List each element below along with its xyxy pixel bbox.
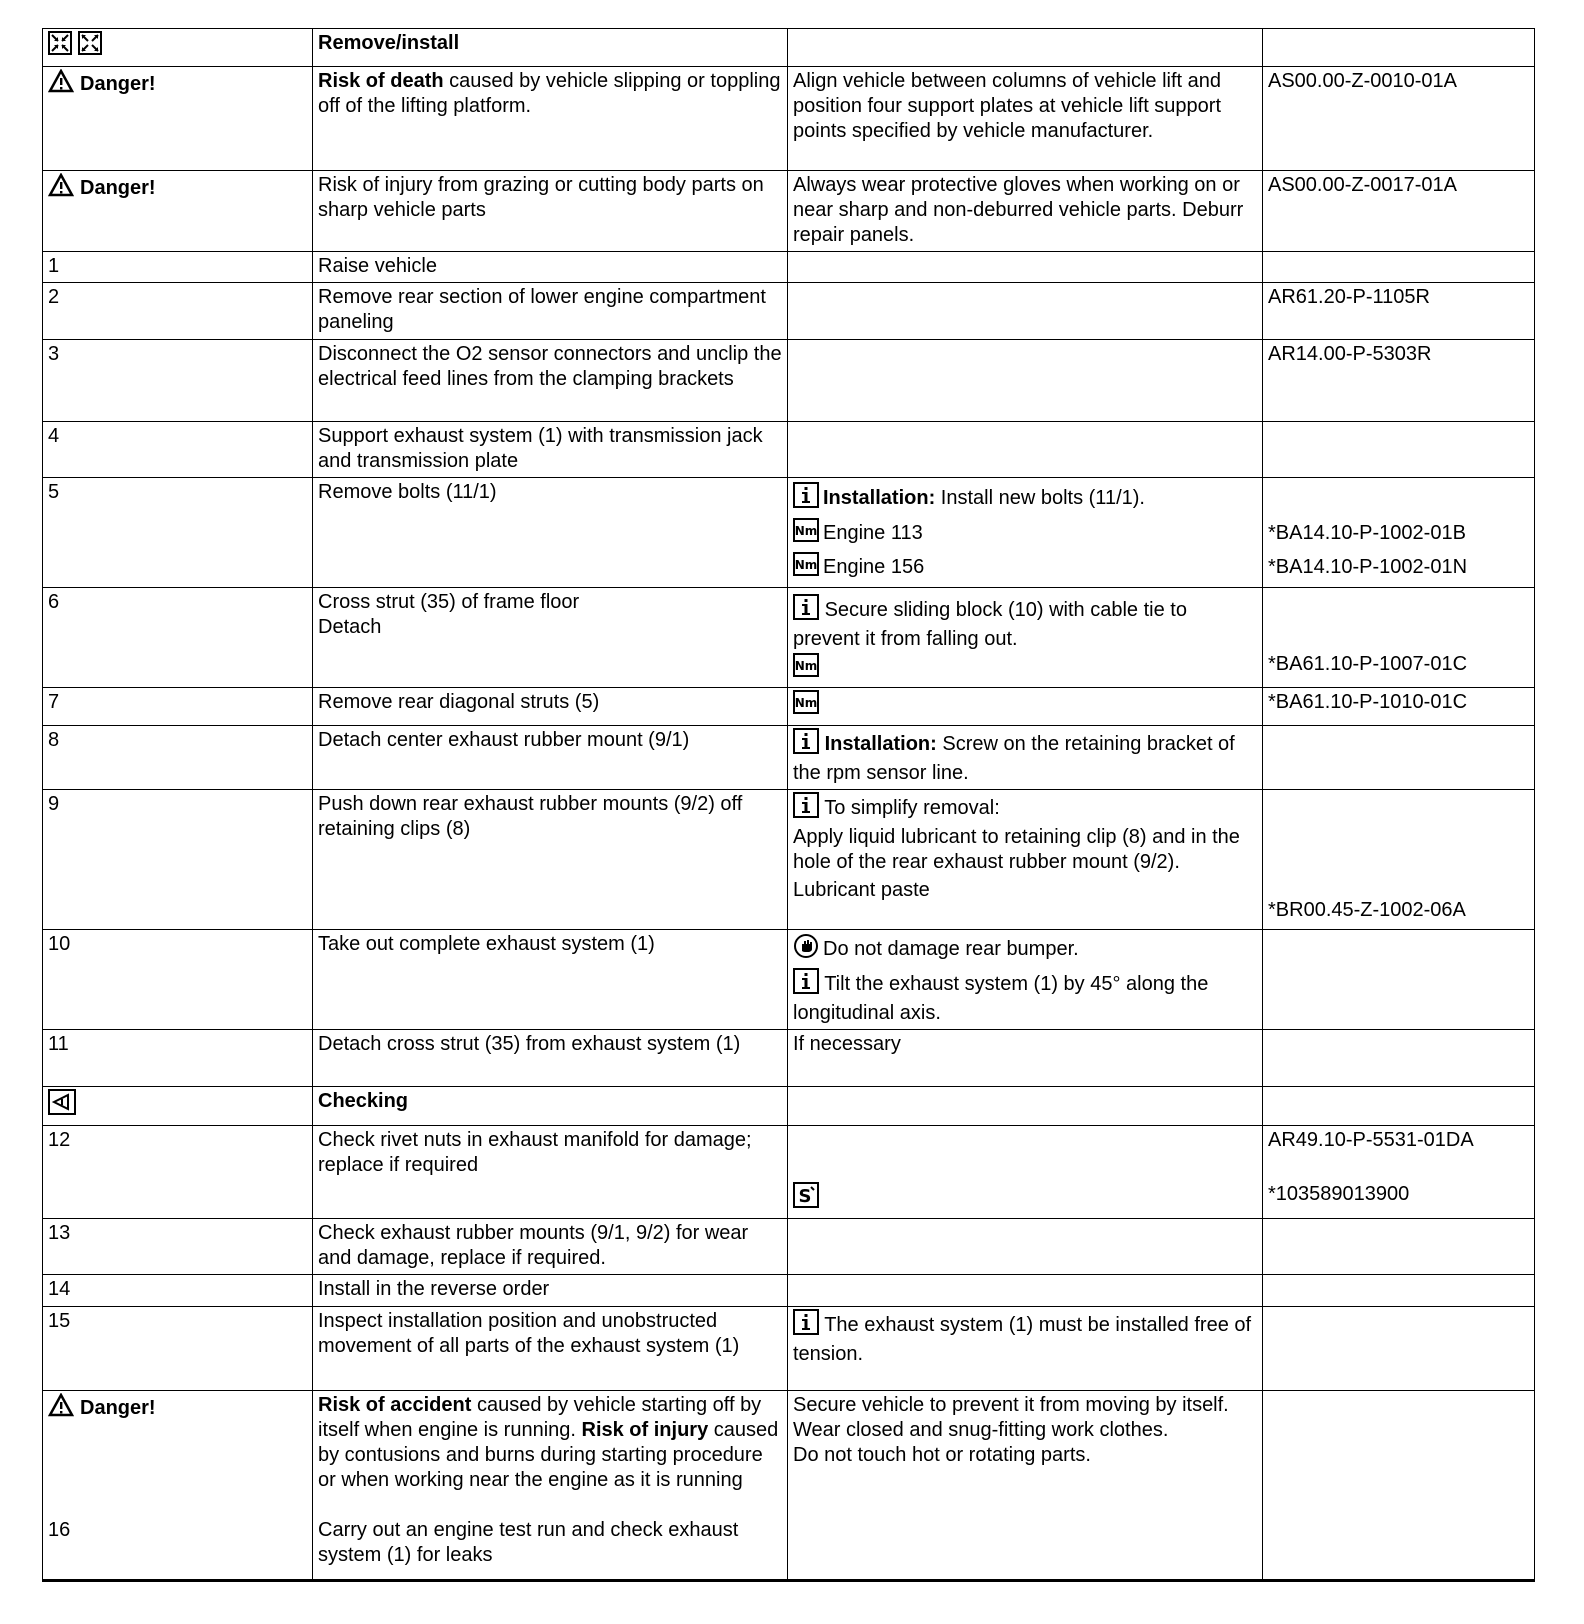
- engine-label: Engine 113: [823, 521, 923, 544]
- installation-label: Installation:: [824, 732, 937, 755]
- step-text: Remove rear section of lower engine compartment paneling: [313, 283, 788, 340]
- risk-title: Risk of death: [318, 70, 444, 92]
- reference-link[interactable]: *BR00.45-Z-1002-06A: [1268, 899, 1466, 921]
- svg-text:Nm: Nm: [794, 557, 818, 572]
- torque-nm-icon: [793, 518, 819, 549]
- tool-number[interactable]: *103589013900: [1268, 1183, 1410, 1205]
- torque-nm-icon: [793, 653, 819, 684]
- info-icon: [793, 728, 819, 761]
- note-text: To simplify removal:: [824, 796, 1000, 819]
- step-row: [43, 1275, 1535, 1307]
- step-number: 1: [43, 252, 313, 283]
- caution-hand-icon: [793, 933, 819, 966]
- step-row: [43, 422, 1535, 478]
- note-text: Do not touch hot or rotating parts.: [793, 1444, 1091, 1466]
- danger-label: Danger!: [80, 1397, 156, 1419]
- procedure-table: [42, 28, 1535, 1582]
- info-icon: [793, 594, 819, 627]
- info-icon: [793, 482, 819, 515]
- reference-link[interactable]: *BA14.10-P-1002-01B: [1268, 521, 1466, 544]
- engine-label: Engine 156: [823, 555, 925, 578]
- torque-nm-icon: [793, 690, 819, 721]
- step-text: Carry out an engine test run and check exhaust system (1) for leaks: [318, 1519, 739, 1566]
- reference-link[interactable]: *BA61.10-P-1010-01C: [1263, 688, 1535, 726]
- step-row: [43, 930, 1535, 1030]
- note-text: Wear closed and snug-fitting work clothes.: [793, 1419, 1169, 1441]
- svg-text:Nm: Nm: [794, 696, 818, 710]
- step-number: 4: [43, 422, 313, 478]
- risk-title: Risk of injury: [581, 1419, 709, 1441]
- note-text: Install new bolts (11/1).: [935, 486, 1145, 509]
- step-text: Remove rear diagonal struts (5): [313, 688, 788, 726]
- step-text: Detach cross strut (35) from exhaust system (1): [313, 1030, 788, 1087]
- step-row: [43, 726, 1535, 790]
- step-number: 14: [43, 1275, 313, 1307]
- step-number: 9: [43, 790, 313, 930]
- header-row: [43, 29, 1535, 67]
- note-text: Secure sliding block (10) with cable tie to prevent it from falling out.: [793, 598, 1187, 650]
- warning-triangle-icon: [48, 1393, 74, 1424]
- info-icon: [793, 792, 819, 825]
- danger-row: [43, 67, 1535, 171]
- header-icons-cell: [43, 29, 313, 67]
- step-number: 2: [43, 283, 313, 340]
- danger-label: Danger!: [80, 73, 156, 95]
- note-text: Always wear protective gloves when working on or near sharp and non-deburred vehicle parts. Deburr repair panels.: [788, 171, 1263, 252]
- danger-label: Danger!: [80, 177, 156, 199]
- reference-link[interactable]: AR49.10-P-5531-01DA: [1268, 1129, 1474, 1151]
- special-tool-icon: [793, 1182, 819, 1215]
- step-row: [43, 688, 1535, 726]
- risk-text: Risk of injury from grazing or cutting body parts on sharp vehicle parts: [313, 171, 788, 252]
- step-number: 3: [43, 340, 313, 422]
- svg-text:Nm: Nm: [794, 658, 818, 673]
- step-row: [43, 1030, 1535, 1087]
- step-row: [43, 790, 1535, 930]
- step-number: 7: [43, 688, 313, 726]
- step-row: [43, 252, 1535, 283]
- note-text: If necessary: [788, 1030, 1263, 1087]
- disassemble-icon: [48, 31, 72, 62]
- checking-label: Checking: [313, 1087, 788, 1126]
- risk-text: caused by vehicle slipping or toppling off of the lifting platform.: [318, 70, 781, 117]
- step-text: Take out complete exhaust system (1): [313, 930, 788, 1030]
- step-number: 15: [43, 1307, 313, 1391]
- header-label: Remove/install: [313, 29, 788, 67]
- step-row: [43, 588, 1535, 688]
- step-row: [43, 340, 1535, 422]
- checking-header-row: [43, 1087, 1535, 1126]
- step-number: 8: [43, 726, 313, 790]
- note-text: The exhaust system (1) must be installed free of tension.: [793, 1313, 1252, 1365]
- risk-text: caused by contusions and burns during starting procedure or when working near the engine as it is running: [318, 1419, 779, 1491]
- warning-triangle-icon: [48, 69, 74, 100]
- step-number: 13: [43, 1219, 313, 1275]
- step-number: 5: [43, 478, 313, 588]
- step-number: 16: [48, 1519, 71, 1541]
- step-number: 10: [43, 930, 313, 1030]
- step-text: Raise vehicle: [313, 252, 788, 283]
- reference-link[interactable]: AS00.00-Z-0017-01A: [1263, 171, 1535, 252]
- lubricant-label: Lubricant paste: [793, 879, 930, 901]
- info-icon: [793, 968, 819, 1001]
- note-text: Apply liquid lubricant to retaining clip (8) and in the hole of the rear exhaust rubber mount (9/2).: [793, 826, 1240, 873]
- reference-link[interactable]: *BA14.10-P-1002-01N: [1268, 555, 1468, 578]
- note-text: Screw on the retaining bracket of the rpm sensor line.: [793, 732, 1235, 784]
- step-text: Check exhaust rubber mounts (9/1, 9/2) for wear and damage, replace if required.: [313, 1219, 788, 1275]
- note-text: Do not damage rear bumper.: [823, 937, 1079, 960]
- danger-row: [43, 1391, 1535, 1581]
- step-text: Disconnect the O2 sensor connectors and unclip the electrical feed lines from the clamping brackets: [313, 340, 788, 422]
- step-text: Install in the reverse order: [313, 1275, 788, 1307]
- step-text: Remove bolts (11/1): [313, 478, 788, 588]
- step-row: [43, 1219, 1535, 1275]
- step-number: 11: [43, 1030, 313, 1087]
- note-text: Secure vehicle to prevent it from moving by itself.: [793, 1394, 1229, 1416]
- danger-row: [43, 171, 1535, 252]
- warning-triangle-icon: [48, 173, 74, 204]
- checking-icon: [48, 1089, 76, 1122]
- step-row: [43, 1307, 1535, 1391]
- info-icon: [793, 1309, 819, 1342]
- risk-title: Risk of accident: [318, 1394, 472, 1416]
- installation-label: Installation:: [823, 486, 936, 509]
- step-row: [43, 283, 1535, 340]
- step-row: [43, 1126, 1535, 1219]
- step-text: Support exhaust system (1) with transmission jack and transmission plate: [313, 422, 788, 478]
- note-text: Tilt the exhaust system (1) by 45° along the longitudinal axis.: [793, 972, 1209, 1024]
- reference-link[interactable]: *BA61.10-P-1007-01C: [1268, 653, 1468, 675]
- reference-link[interactable]: AS00.00-Z-0010-01A: [1263, 67, 1535, 171]
- step-row: [43, 478, 1535, 588]
- step-text: Check rivet nuts in exhaust manifold for damage; replace if required: [313, 1126, 788, 1219]
- step-text: Push down rear exhaust rubber mounts (9/2) off retaining clips (8): [313, 790, 788, 930]
- torque-nm-icon: [793, 552, 819, 583]
- step-text: Inspect installation position and unobstructed movement of all parts of the exhaust system (1): [313, 1307, 788, 1391]
- step-number: 12: [43, 1126, 313, 1219]
- step-text: Cross strut (35) of frame floor Detach: [313, 588, 788, 688]
- reference-link[interactable]: AR14.00-P-5303R: [1263, 340, 1535, 422]
- assemble-icon: [78, 31, 102, 62]
- note-text: Align vehicle between columns of vehicle lift and position four support plates at vehicle lift support points specified by vehicle manufacturer.: [788, 67, 1263, 171]
- reference-link[interactable]: AR61.20-P-1105R: [1263, 283, 1535, 340]
- risk-text: caused by vehicle starting off by itself when engine is running.: [318, 1394, 762, 1441]
- step-text: Detach center exhaust rubber mount (9/1): [313, 726, 788, 790]
- svg-text:S: S: [798, 1186, 812, 1207]
- svg-text:Nm: Nm: [794, 523, 818, 538]
- step-number: 6: [43, 588, 313, 688]
